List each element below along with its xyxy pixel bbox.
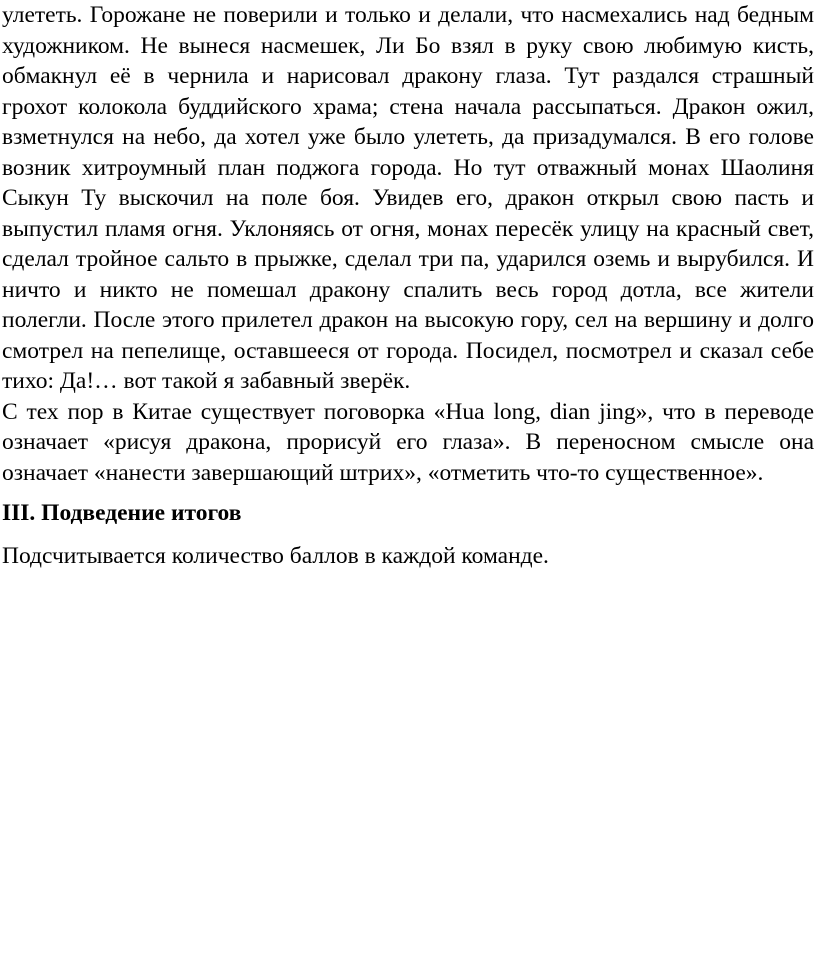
saying-paragraph: С тех пор в Китае существует поговорка «Hua long, dian jing», что в переводе означает «рисуя дракона, прорисуй его глаза». В переносном смысле она означает «нанести завершающий штрих», «отметить что-то существенное». (2, 398, 814, 486)
section-heading: III. Подведение итогов (2, 500, 242, 526)
summary-text: Подсчитывается количество баллов в каждой команде. (2, 542, 549, 569)
story-paragraph: улететь. Горожане не поверили и только и делали, что насмехались над бедным художником. Не вынеся насмешек, Ли Бо взял в руку свою любимую кисть, обмакнул её в чернила и нарисовал дракону глаза. Тут раздался страшный грохот колокола буддийского храма; стена начала рассыпаться. Дракон ожил, взметнулся на небо, да хотел уже было улететь, да призадумался. В его голове возник хитроумный план поджога города. Но тут отважный монах Шаолиня Сыкун Ту выскочил на поле боя. Увидев его, дракон открыл свою пасть и выпустил пламя огня. Уклоняясь от огня, монах пересёк улицу на красный свет, сделал тройное сальто в прыжке, сделал три па, ударился оземь и вырубился. И ничто и никто не помешал дракону спалить весь город дотла, все жители полегли. После этого прилетел дракон на высокую гору, сел на вершину и долго смотрел на пепелище, оставшееся от города. Посидел, посмотрел и сказал себе тихо: Да!… вот такой я забавный зверёк. (2, 2, 814, 394)
